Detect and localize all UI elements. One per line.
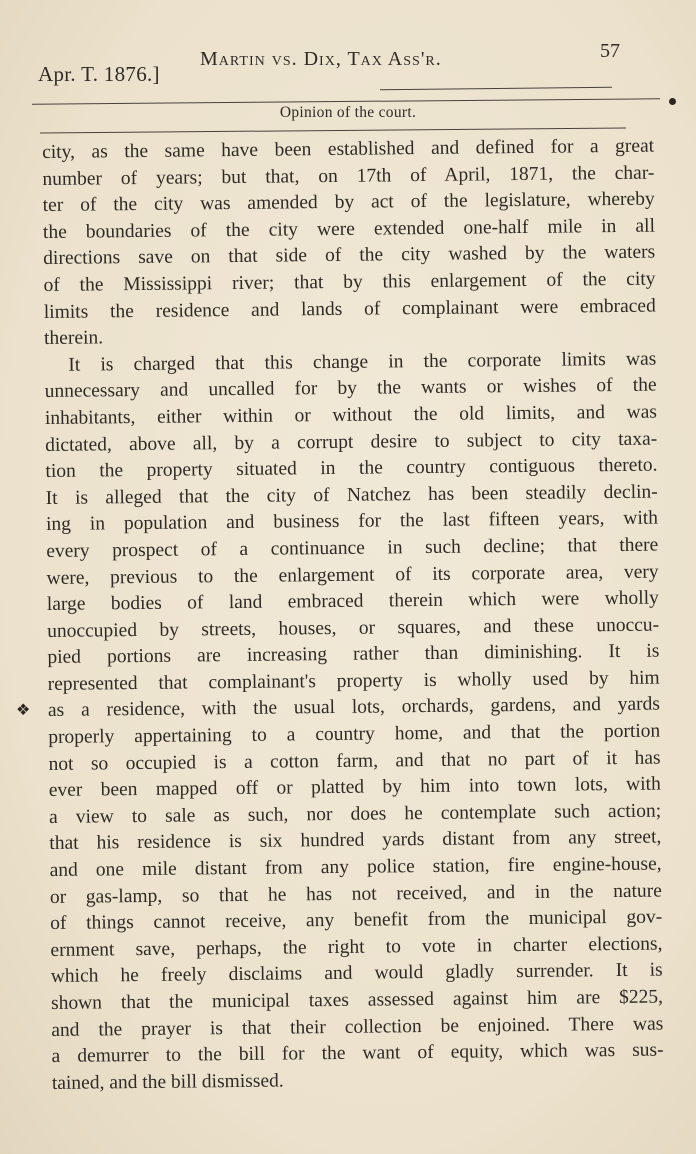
text-line: which he freely disclaims and would gladly surrender. It is (50, 959, 663, 988)
text-line: a view to sale as such, nor does he contemplate such action; (48, 800, 662, 828)
text-line: large bodies of land embraced therein which were wholly (46, 587, 659, 616)
text-line: were, previous to the enlargement of its corporate area, very (46, 561, 659, 589)
text-line: and one mile distant from any police station, fire engine-house, (49, 853, 662, 881)
text-line: or gas-lamp, so that he has not received, and in the nature (49, 880, 663, 908)
text-line: of the Mississippi river; that by this enlargement of the city (43, 268, 656, 296)
text-line: therein. (43, 327, 104, 350)
text-line: ing in population and business for the last fifteen years, with (45, 507, 659, 536)
text-line: dictated, above all, by a corrupt desire to subject to city taxa- (45, 428, 658, 456)
text-line: tion the property situated in the country contiguous thereto. (45, 454, 658, 483)
text-line: ever been mapped off or platted by him into town lots, with (48, 773, 661, 802)
court-term: Apr. T. 1876.] (38, 62, 160, 86)
text-line: represented that complainant's property is wholly used by him (47, 667, 660, 695)
text-line: limits the residence and lands of complainant were embraced (43, 295, 656, 323)
text-line: inhabitants, either within or without the old limits, and was (44, 401, 657, 429)
text-line: city, as the same have been established and defined for a great (42, 135, 655, 163)
text-line: number of years; but that, on 17th of April, 1871, the char- (42, 162, 655, 190)
text-line: of things cannot receive, any benefit from the municipal gov- (50, 906, 663, 935)
header-rule-upper (380, 87, 612, 90)
case-title: Martin vs. Dix, Tax Ass'r. (200, 48, 442, 70)
text-line: directions save on that side of the city washed by the waters (43, 241, 656, 270)
subheading-rule (40, 127, 626, 133)
text-line: shown that the municipal taxes assessed against him are $225, (50, 986, 664, 1014)
page-number: 57 (600, 40, 620, 62)
text-line: ernment save, perhaps, the right to vote in charter elections, (50, 933, 663, 961)
text-line: unnecessary and uncalled for by the wants or wishes of the (44, 374, 657, 403)
text-line: every prospect of a continuance in such decline; that there (46, 534, 659, 562)
text-line: the boundaries of the city were extended one-half mile in all (42, 215, 656, 243)
opinion-text (42, 134, 664, 1098)
text-line: properly appertaining to a country home, and that the portion (48, 720, 661, 749)
text-line: ter of the city was amended by act of the legislature, whereby (42, 188, 655, 217)
text-line: a demurrer to the bill for the want of equity, which was sus- (51, 1039, 664, 1068)
thumb-smudge-icon: ❖ (16, 702, 31, 719)
text-line: that his residence is six hundred yards distant from any street, (49, 826, 662, 855)
running-header (38, 40, 646, 84)
text-line: unoccupied by streets, houses, or squares, and these unoccu- (47, 614, 660, 642)
text-line: not so occupied is a cotton farm, and that no part of it has (48, 747, 661, 775)
text-line: and the prayer is that their collection be enjoined. There was (51, 1013, 664, 1041)
text-line: It is alleged that the city of Natchez has been steadily declin- (45, 481, 658, 509)
text-line: tained, and the bill dismissed. (51, 1070, 284, 1094)
text-line: as a residence, with the usual lots, orchards, gardens, and yards (47, 694, 661, 722)
section-subheading: Opinion of the court. (279, 104, 417, 121)
text-line: It is charged that this change in the corporate limits was (68, 348, 657, 376)
text-line: pied portions are increasing rather than diminishing. It is (47, 640, 660, 669)
